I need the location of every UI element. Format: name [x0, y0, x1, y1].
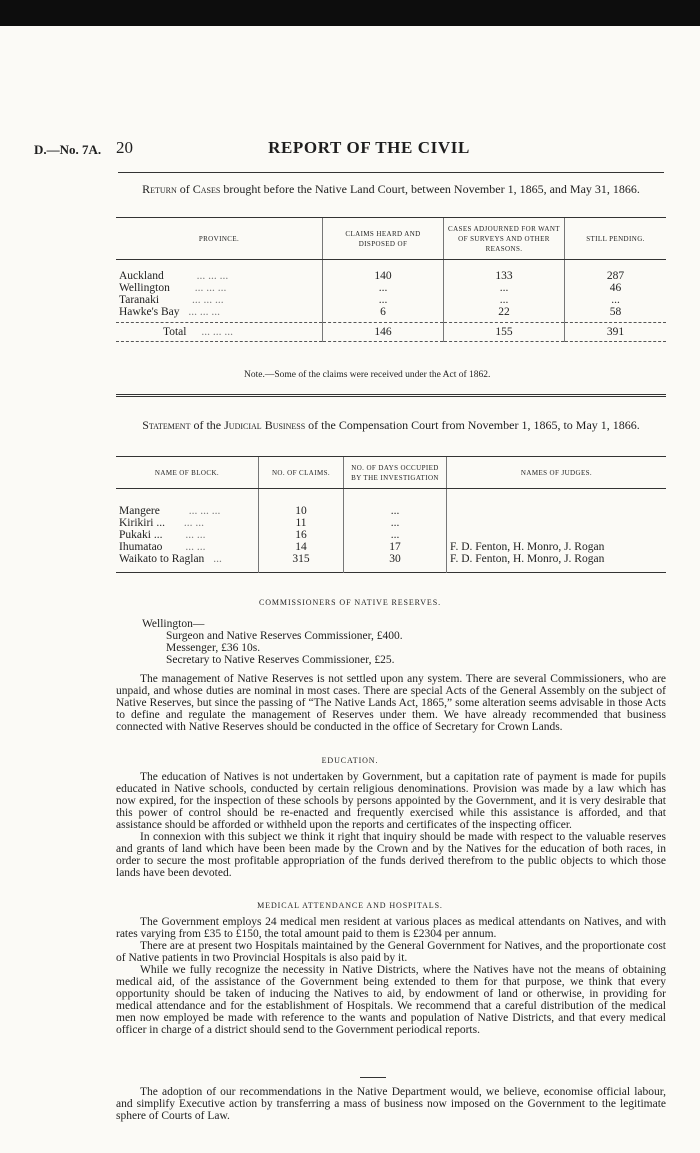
caption-return: Return: [142, 182, 177, 196]
table-row: [116, 553, 666, 565]
dot-leader: ... ... ...: [201, 326, 233, 338]
page-header: [34, 138, 664, 160]
province-name: Hawke's Bay: [119, 305, 180, 318]
place-name: Wellington—: [142, 618, 205, 630]
judges-cell: [447, 529, 667, 541]
caption-statement: Statement: [142, 418, 191, 432]
claims-cell: 315: [259, 553, 344, 565]
claims-cell: ...: [323, 282, 444, 294]
claims-cell: 16: [259, 529, 344, 541]
table-row: [116, 505, 666, 517]
days-cell: ...: [344, 505, 447, 517]
total-label: Total: [163, 326, 187, 338]
closing-rule: [360, 1077, 386, 1078]
table-header-row: [116, 457, 666, 489]
scan-border: [0, 0, 700, 26]
paragraph: The management of Native Reserves is not settled upon any system. There are several Commissioners, who are unpaid, and whose duties are nominal in most cases. There are special Acts of the General Assembly on the subject of Native Reserves, but since the passing of “The Native Lands Act, 1865,” some alteration seems advisable in those Acts to define and regulate the management of Reserves under them. We have already recommended that business connected with Native Reserves should be conducted in the office of Secretary for Crown Lands.: [116, 673, 666, 733]
total-row: [116, 323, 666, 342]
pending-cell: 46: [565, 282, 667, 294]
adjourned-cell: 133: [444, 270, 565, 282]
list-item: Secretary to Native Reserves Commissioner, £25.: [166, 654, 395, 666]
education-heading: EDUCATION.: [321, 756, 379, 765]
block-name: Mangere: [119, 504, 160, 517]
return-caption: [118, 182, 664, 196]
col-claims-heard: CLAIMS HEARD AND DISPOSED OF: [323, 218, 444, 260]
paragraph: There are at present two Hospitals maintained by the General Government for Natives, and the proportionate cost of Native patients in two Provincial Hospitals is also paid by it.: [116, 940, 666, 964]
adjourned-cell: 22: [444, 306, 565, 318]
total-pending: 391: [565, 323, 667, 342]
caption-judicial: Judicial: [224, 418, 262, 432]
col-claims: NO. OF CLAIMS.: [259, 457, 344, 489]
table-row: [116, 529, 666, 541]
claims-cell: 10: [259, 505, 344, 517]
col-block: NAME OF BLOCK.: [116, 457, 259, 489]
claims-cell: 14: [259, 541, 344, 553]
caption-cases: Cases: [192, 182, 221, 196]
judicial-caption: [118, 418, 664, 432]
paragraph: The adoption of our recommendations in the Native Department would, we believe, economise official labour, and simplify Executive action by transferring a mass of business now imposed on the Government to the legitimate sphere of Courts of Law.: [116, 1086, 666, 1122]
caption-text: of the Compensation Court from November 1, 1865, to May 1, 1866.: [308, 418, 640, 432]
total-adjourned: 155: [444, 323, 565, 342]
page-number: 20: [116, 138, 133, 157]
block-name: Kirikiri ...: [119, 516, 165, 529]
block-name: Waikato to Raglan: [119, 552, 205, 565]
document-reference: D.—No. 7A.: [34, 142, 102, 157]
dot-leader: ... ... ...: [188, 305, 221, 318]
total-claims: 146: [323, 323, 444, 342]
dot-leader: ...: [213, 552, 222, 565]
block-name: Pukaki ...: [119, 528, 163, 541]
compensation-court-table: [116, 456, 666, 573]
paragraph: In connexion with this subject we think it right that inquiry should be made with respect to the valuable reserves and grants of land which have been been made by the Crown and by the Natives for the education of both races, in order to secure the most profitable appropriation of the funds derived therefrom to the public objects to which those lands have been devoted.: [116, 831, 666, 879]
list-item: Surgeon and Native Reserves Commissioner, £400.: [166, 630, 403, 642]
adjourned-cell: ...: [444, 282, 565, 294]
judges-cell: [447, 517, 667, 529]
caption-business: Business: [264, 418, 306, 432]
caption-of-the: of the: [193, 418, 222, 432]
col-province: PROVINCE.: [116, 218, 323, 260]
table-header-row: [116, 218, 666, 260]
province-name: Taranaki: [119, 293, 160, 306]
commissioners-paragraph: [116, 673, 666, 733]
claims-cell: ...: [323, 294, 444, 306]
judges-cell: F. D. Fenton, H. Monro, J. Rogan: [447, 541, 667, 553]
medical-section: [116, 916, 666, 1036]
col-pending: STILL PENDING.: [565, 218, 667, 260]
province-name: Auckland: [119, 269, 164, 282]
block-name: Ihumatao: [119, 540, 163, 553]
dot-leader: ... ... ...: [194, 281, 227, 294]
paragraph: The Government employs 24 medical men resident at various places as medical attendants on Natives, and with rates varying from £35 to £150, the total amount paid to them is £2304 per annum.: [116, 916, 666, 940]
pending-cell: 287: [565, 270, 667, 282]
dot-leader: ... ... ...: [188, 504, 221, 517]
table-row: [116, 517, 666, 529]
col-adjourned: CASES ADJOURNED FOR WANT OF SURVEYS AND OTHER REASONS.: [444, 218, 565, 260]
days-cell: 17: [344, 541, 447, 553]
claims-cell: 11: [259, 517, 344, 529]
caption-of: of: [179, 182, 190, 196]
dot-leader: ... ...: [183, 516, 204, 529]
claims-cell: 140: [323, 270, 444, 282]
dot-leader: ... ...: [185, 540, 206, 553]
adjourned-cell: ...: [444, 294, 565, 306]
days-cell: 30: [344, 553, 447, 565]
caption-text: brought before the Native Land Court, between November 1, 1865, and May 31, 1866.: [223, 182, 640, 196]
running-title: REPORT OF THE CIVIL: [268, 138, 470, 157]
commissioners-heading: COMMISSIONERS OF NATIVE RESERVES.: [259, 598, 441, 607]
header-rule: [118, 172, 664, 173]
table-row: [116, 282, 666, 294]
section-divider: [116, 394, 666, 397]
dot-leader: ... ... ...: [196, 269, 229, 282]
province-name: Wellington: [119, 281, 170, 294]
judges-cell: [447, 505, 667, 517]
claims-cell: 6: [323, 306, 444, 318]
dot-leader: ... ...: [185, 528, 206, 541]
col-judges: NAMES OF JUDGES.: [447, 457, 667, 489]
list-item: Messenger, £36 10s.: [166, 642, 261, 654]
table-row: [116, 306, 666, 318]
table-note: Note.—Some of the claims were received under the Act of 1862.: [244, 370, 491, 380]
pending-cell: ...: [565, 294, 667, 306]
native-land-court-table: [116, 217, 666, 342]
medical-heading: MEDICAL ATTENDANCE AND HOSPITALS.: [257, 901, 443, 910]
days-cell: ...: [344, 529, 447, 541]
table-row: [116, 541, 666, 553]
judges-cell: F. D. Fenton, H. Monro, J. Rogan: [447, 553, 667, 565]
conclusion-section: [116, 1086, 666, 1122]
dot-leader: ... ... ...: [191, 293, 224, 306]
paragraph: While we fully recognize the necessity in Native Districts, where the Natives have not the means of obtaining medical aid, of the assistance of the Government being extended to them for that purpose, we think that every opportunity should be taken of inducing the Natives to aid, by endowment of land or otherwise, in providing for medical attendance and for the establishment of Hospitals. We recommend that a careful distribution of the medical men now employed be made with reference to the wants and population of Native Districts, and that every medical officer in charge of a district should send to the Government periodical reports.: [116, 964, 666, 1036]
col-days: NO. OF DAYS OCCUPIED BY THE INVESTIGATION: [344, 457, 447, 489]
days-cell: ...: [344, 517, 447, 529]
education-section: [116, 771, 666, 879]
commissioners-list: [142, 618, 403, 666]
paragraph: The education of Natives is not undertaken by Government, but a capitation rate of payment is made for pupils educated in Native schools, conducted by certain religious denominations. Provision was made by a law which has now expired, for the inspection of these schools by persons appointed by the Government, and it is very desirable that this power of control should be re-enacted and frequently exercised while this assistance is afforded, and that assistance should be afforded or withheld upon the reports and certificates of the inspecting officer.: [116, 771, 666, 831]
table-row: [116, 270, 666, 282]
pending-cell: 58: [565, 306, 667, 318]
table-row: [116, 294, 666, 306]
